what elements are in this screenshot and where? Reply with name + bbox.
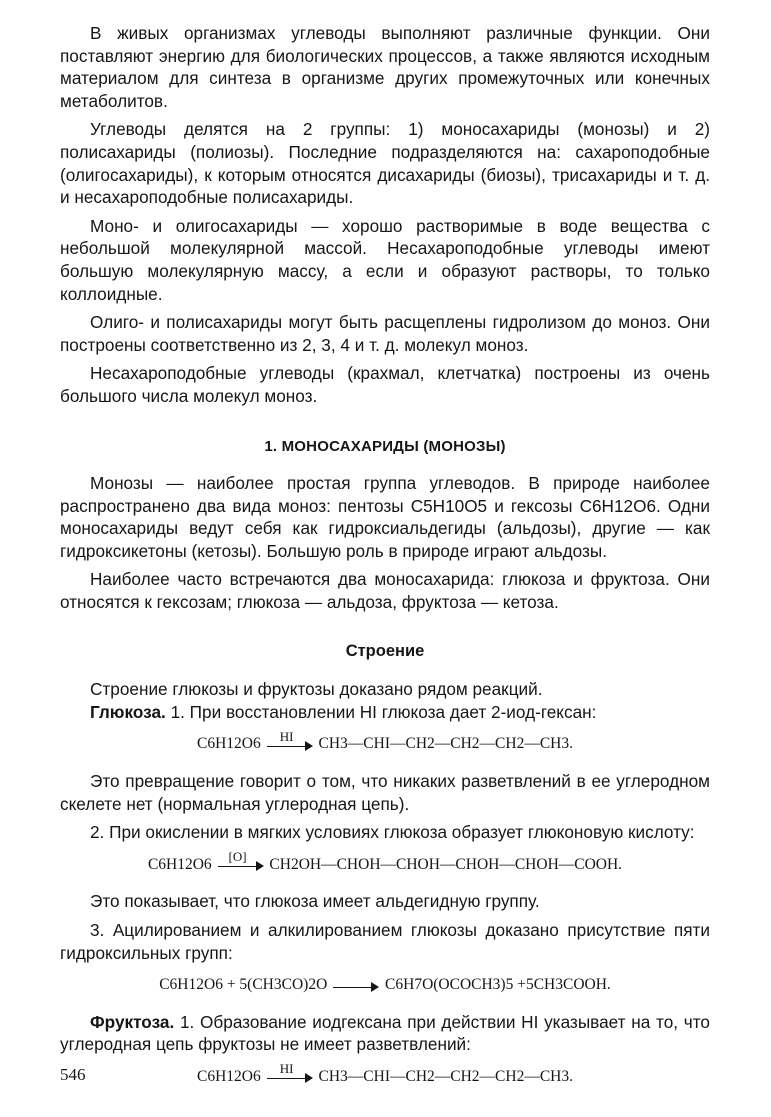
paragraph — [60, 1011, 710, 1056]
formula-right: CH3—CHI—CH2—CH2—CH2—CH3. — [318, 735, 573, 753]
paragraph: Это показывает, что глюкоза имеет альдегидную группу. — [90, 891, 540, 912]
arrow-icon — [218, 849, 264, 872]
section-heading: 1. МОНОСАХАРИДЫ (МОНОЗЫ) — [264, 437, 506, 455]
formula-right: CH2OH—CHOH—CHOH—CHOH—CHOH—COOH. — [269, 855, 623, 873]
formula-left: C6H12O6 — [147, 855, 212, 873]
paragraph: Монозы — наиболее простая группа углеводов. В природе наиболее распространено два вида моноз: пентозы C5H10O5 и гексозы C6H12O6. Одни моносахариды ведут себя как гидроксиальдегиды (альдозы), другие — как гидроксикетоны (кетозы). Большую роль в природе играют альдозы. — [60, 473, 710, 561]
arrow-icon — [333, 979, 379, 993]
paragraph: Несахароподобные углеводы (крахмал, клетчатка) построены из очень большого числа молекул моноз. — [60, 363, 710, 406]
formula-left: C6H12O6 + 5(CH3CO)2O — [159, 976, 328, 994]
formula-4 — [60, 1061, 710, 1089]
glucose-point-1: 1. При восстановлении HI глюкоза дает 2-иод-гексан: — [170, 701, 597, 722]
subsection-heading: Строение — [345, 641, 425, 660]
paragraph: Углеводы делятся на 2 группы: 1) моносахариды (монозы) и 2) полисахариды (полиозы). Последние подразделяются на: сахароподобные (олигосахариды), к которым относятся дисахариды (биозы), трисахариды и т. д. и несахароподобные полисахариды. — [60, 119, 710, 208]
glucose-label: Глюкоза. — [90, 701, 166, 722]
page-content — [60, 22, 710, 1103]
paragraph: Моно- и олигосахариды — хорошо растворимые в воде вещества с небольшой молекулярной массой. Несахароподобные углеводы имеют большую молекулярную массу, а если и образуют растворы, то только коллоидные. — [60, 215, 710, 304]
formula-reagent: [O] — [228, 849, 247, 865]
paragraph: В живых организмах углеводы выполняют различные функции. Они поставляют энергию для биологических процессов, а также являются исходным материалом для синтеза в организме других промежуточных или конечных метаболитов. — [60, 23, 710, 111]
paragraph — [60, 701, 710, 724]
formula-1 — [60, 728, 710, 756]
paragraph: Наиболее часто встречаются два моносахарида: глюкоза и фруктоза. Они относятся к гексозам; глюкоза — альдоза, фруктоза — кетоза. — [60, 569, 710, 613]
paragraph: Олиго- и полисахариды могут быть расщеплены гидролизом до моноз. Они построены соответственно из 2, 3, 4 и т. д. молекул моноз. — [60, 312, 710, 355]
paragraph: Это превращение говорит о том, что никаких разветвлений в ее углеродном скелете нет (нормальная углеродная цепь). — [60, 771, 710, 814]
paragraph: 2. При окислении в мягких условиях глюкоза образует глюконовую кислоту: — [90, 822, 695, 843]
formula-3 — [60, 974, 710, 997]
fructose-label: Фруктоза. — [90, 1011, 175, 1032]
paragraph: 3. Ацилированием и алкилированием глюкозы доказано присутствие пяти гидроксильных групп: — [60, 920, 710, 963]
arrow-icon — [267, 728, 313, 752]
formula-left: C6H12O6 — [197, 1067, 261, 1085]
paragraph: Строение глюкозы и фруктозы доказано рядом реакций. — [90, 679, 543, 700]
formula-2 — [60, 849, 710, 877]
formula-right: CH3—CHI—CH2—CH2—CH2—CH3. — [318, 1067, 573, 1085]
fructose-point-1: 1. Образование иодгексана при действии HI указывает на то, что углеродная цепь фруктозы не имеет разветвлений: — [60, 1011, 710, 1055]
formula-reagent: HI — [279, 728, 294, 744]
page-number: 546 — [60, 1065, 86, 1084]
arrow-icon — [267, 1061, 313, 1084]
formula-left: C6H12O6 — [197, 735, 261, 753]
formula-right: C6H7O(OCOCH3)5 +5CH3COOH. — [385, 976, 611, 994]
formula-reagent: HI — [279, 1061, 294, 1077]
